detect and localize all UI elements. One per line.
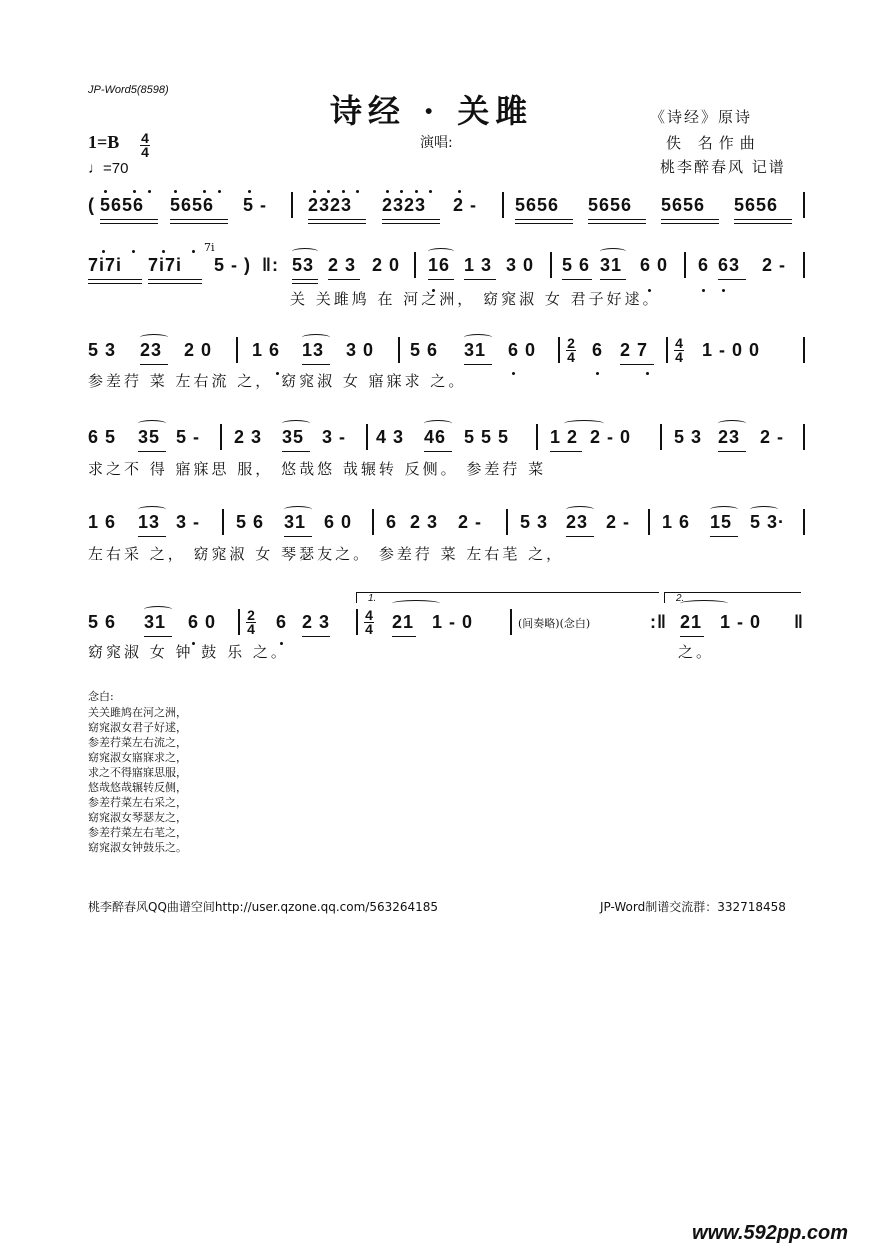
note: 3 -: [322, 427, 347, 447]
time-sig-bottom: 4: [567, 349, 575, 365]
note: 5 6: [236, 512, 265, 532]
lyric-line: 左右采 之， 窈窕淑 女 琴瑟友之。 参差荇 菜 左右芼 之，: [88, 545, 565, 563]
note: 3 0: [346, 340, 375, 360]
note: 5656: [588, 195, 633, 215]
note: 2 -: [606, 512, 631, 532]
volta-label-1: 1.: [368, 593, 377, 604]
note: 23: [718, 427, 741, 447]
barline: [398, 337, 400, 363]
recitation-line: 窈窕淑女琴瑟友之，: [88, 811, 187, 824]
barline: [550, 252, 552, 278]
note: 35: [282, 427, 305, 447]
footer-right-text: JP-Word制谱交流群：332718458: [600, 900, 786, 914]
note: 5 -: [243, 195, 268, 215]
note: 1 - 0 0: [702, 340, 761, 360]
barline: [236, 337, 238, 363]
note: 35: [138, 427, 161, 447]
recitation-line: 参差荇菜左右芼之，: [88, 826, 187, 839]
note: 2 0: [184, 340, 213, 360]
time-sig-bottom: 4: [247, 621, 255, 637]
note: 13: [302, 340, 325, 360]
note: 5656: [661, 195, 706, 215]
barline: [648, 509, 650, 535]
tempo-value: =70: [103, 160, 129, 177]
time-signature: [364, 609, 374, 636]
note: 1 6: [252, 340, 281, 360]
recitation-line: 参差荇菜左右采之，: [88, 796, 187, 809]
interlude-note: (间奏略)(念白): [518, 617, 591, 630]
barline: [803, 509, 805, 535]
barline: [558, 337, 560, 363]
note: 2 7: [620, 340, 649, 360]
barline: [803, 192, 805, 218]
note: 2 3: [234, 427, 263, 447]
note: 13: [138, 512, 161, 532]
note: 4 3: [376, 427, 405, 447]
transcriber-credit: 桃李醉春风 记谱: [660, 158, 786, 176]
lyric-line: 参差荇 菜 左右流 之， 窈窕淑 女 寤寐求 之。: [88, 372, 467, 390]
barline: [502, 192, 504, 218]
time-sig-bottom: 4: [675, 349, 683, 365]
barline: [510, 609, 512, 635]
note: 2 -: [760, 427, 785, 447]
lyric-line: 求之不 得 寤寐思 服， 悠哉悠 哉辗转 反侧。 参差荇 菜: [88, 460, 547, 478]
note: 31: [464, 340, 487, 360]
note: 5 3: [88, 340, 117, 360]
grace-note: 7i: [204, 241, 215, 254]
recitation-line: 参差荇菜左右流之，: [88, 736, 187, 749]
note: 2 - 0: [590, 427, 632, 447]
note: 5656: [170, 195, 215, 215]
note: 7i7i: [148, 255, 183, 275]
note: 6: [698, 255, 710, 275]
note: 5 3: [674, 427, 703, 447]
note: 3 0: [506, 255, 535, 275]
note: 7i7i: [88, 255, 123, 275]
note: 5656: [734, 195, 779, 215]
barline: [536, 424, 538, 450]
note: 6 0: [640, 255, 669, 275]
barline: [666, 337, 668, 363]
note: 2323: [308, 195, 353, 215]
note: 6: [386, 512, 398, 532]
barline: [220, 424, 222, 450]
lyric-line: 关 关雎鸠 在 河之洲， 窈窕淑 女 君子好逑。: [290, 290, 661, 308]
note: 1 6: [662, 512, 691, 532]
note: 2 3: [328, 255, 357, 275]
recitation-title: 念白:: [88, 690, 114, 703]
barline: [803, 337, 805, 363]
note: 1 6: [88, 512, 117, 532]
barline: [414, 252, 416, 278]
key-signature: 1=B: [88, 132, 120, 152]
recitation-line: 窈窕淑女寤寐求之，: [88, 751, 187, 764]
note: 6 0: [324, 512, 353, 532]
lyric-line: 窈窕淑 女 钟 鼓 乐 之。: [88, 643, 289, 661]
note: 23: [140, 340, 163, 360]
footer-left-link[interactable]: 桃李醉春风QQ曲谱空间http://user.qzone.qq.com/563264185: [88, 900, 439, 914]
note: 15: [710, 512, 733, 532]
note: 5 3·: [750, 512, 786, 532]
recitation-line: 求之不得寤寐思服，: [88, 766, 187, 779]
lyric-line-ending: 之。: [678, 643, 715, 661]
note: 63: [718, 255, 741, 275]
note: 5 6: [88, 612, 117, 632]
note: 5 6: [410, 340, 439, 360]
note: 1 2: [550, 427, 579, 447]
time-signature: [246, 609, 256, 636]
barline: [222, 509, 224, 535]
note: 3 -: [176, 512, 201, 532]
time-sig-top: 2: [247, 607, 255, 623]
time-signature: [140, 132, 150, 159]
song-title: 诗经 · 关雎: [330, 92, 534, 130]
barline: [803, 252, 805, 278]
barline: [660, 424, 662, 450]
note: 5 5 5: [464, 427, 510, 447]
site-watermark: www.592pp.com: [692, 1222, 848, 1244]
volta-label-2: 2.: [676, 593, 685, 604]
time-sig-top: 2: [567, 335, 575, 351]
note: 5 6: [562, 255, 591, 275]
time-signature: [566, 337, 576, 364]
software-version: JP-Word5(8598): [88, 84, 169, 96]
note: 6 5: [88, 427, 117, 447]
final-barline: ‖: [794, 612, 804, 632]
note: 2323: [382, 195, 427, 215]
lyricist-credit: 《诗经》原诗: [650, 108, 753, 126]
recitation-line: 窈窕淑女君子好逑，: [88, 721, 187, 734]
barline: [803, 424, 805, 450]
note: 6: [276, 612, 288, 632]
note: 23: [566, 512, 589, 532]
note: 2 -: [453, 195, 478, 215]
time-sig-bottom: 4: [141, 144, 149, 160]
repeat-start: ‖:: [262, 255, 279, 275]
note: 2 -: [762, 255, 787, 275]
barline: [291, 192, 293, 218]
note: 2 3: [302, 612, 331, 632]
note: 31: [600, 255, 623, 275]
note: 46: [424, 427, 447, 447]
note: 1 - 0: [432, 612, 474, 632]
composer-credit: 佚 名作曲: [666, 134, 761, 152]
time-sig-bottom: 4: [365, 621, 373, 637]
tempo-marking: [88, 160, 128, 177]
barline: [506, 509, 508, 535]
barline: [356, 609, 358, 635]
note: 6 0: [508, 340, 537, 360]
barline: [238, 609, 240, 635]
note: 6: [592, 340, 604, 360]
note: 1 3: [464, 255, 493, 275]
note: 2 0: [372, 255, 401, 275]
note: 1 - 0: [720, 612, 762, 632]
note: 53: [292, 255, 315, 275]
note: 5656: [515, 195, 560, 215]
note: 31: [284, 512, 307, 532]
quarter-note-icon: ♩: [88, 160, 103, 177]
barline: [372, 509, 374, 535]
note: 5 - ): [214, 255, 252, 275]
note: 5 -: [176, 427, 201, 447]
repeat-end: :‖: [650, 612, 667, 632]
note: 31: [144, 612, 167, 632]
note: 2 3: [410, 512, 439, 532]
note: 5656: [100, 195, 145, 215]
time-sig-top: 4: [365, 607, 373, 623]
note: 5 3: [520, 512, 549, 532]
singer-label: 演唱:: [420, 135, 453, 151]
barline: [366, 424, 368, 450]
time-sig-top: 4: [675, 335, 683, 351]
recitation-line: 悠哉悠哉辗转反侧，: [88, 781, 187, 794]
recitation-line: 窈窕淑女钟鼓乐之。: [88, 841, 187, 854]
time-signature: [674, 337, 684, 364]
note: 6 0: [188, 612, 217, 632]
note: 16: [428, 255, 451, 275]
recitation-line: 关关雎鸠在河之洲，: [88, 706, 187, 719]
note: 21: [392, 612, 415, 632]
note: 2 -: [458, 512, 483, 532]
note: 21: [680, 612, 703, 632]
note: (: [88, 195, 95, 215]
barline: [684, 252, 686, 278]
time-sig-top: 4: [141, 130, 149, 146]
